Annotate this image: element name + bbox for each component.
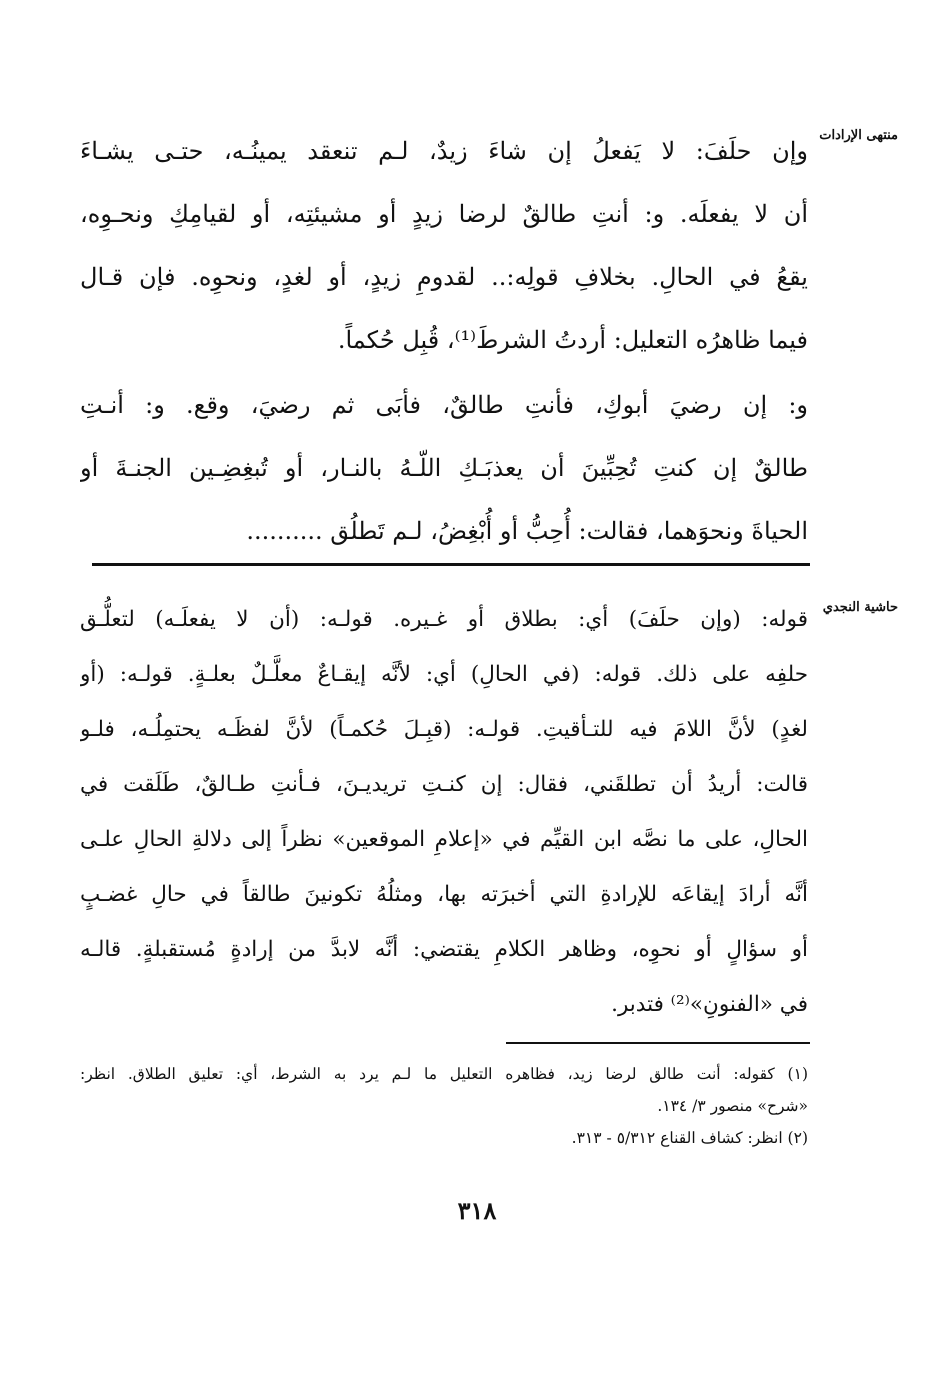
hashia-line: أنَّه أرادَ إيقاعَه للإرادةِ التي أخبرَته بها، ومثلُهُ تكونينَ طالقاً في حالِ غضـبٍ	[80, 882, 808, 907]
matn-paragraph-1	[80, 120, 808, 372]
matn-line: الحياةَ ونحوَهما، فقالت: أُحِبُّ أو أُبْغِضُ، لـم تَطلُق ..........	[246, 517, 808, 545]
section-divider	[92, 563, 810, 566]
matn-line: أن لا يفعلَه. و: أنتِ طالقٌ لرضا زيدٍ أو مشيئتِه، أو لقيامِكِ ونحـوِه،	[80, 200, 808, 228]
hashia-line: قوله: (وإن حلَفَ) أي: بطلاق أو غـيره. قولـه: (أن لا يفعلَـه) لتعلُّـق	[80, 607, 808, 632]
footnote-line: «شرح» منصور ٣/ ١٣٤.	[657, 1097, 808, 1115]
footnotes	[80, 1058, 808, 1154]
hashia-commentary	[80, 592, 808, 1032]
hashia-line: الحالِ، على ما نصَّه ابن القيِّم في «إعلامِ الموقعين» نظراً إلى دلالةِ الحالِ علـى	[80, 827, 808, 852]
matn-line: فيما ظاهرُه التعليل: أردتُ الشرطَ⁽¹⁾، قُبِل حُكماً.	[337, 326, 808, 354]
hashia-line: قالت: أريدُ أن تطلقَني، فقال: إن كنـتِ تريديـنَ، فـأنتِ طـالقٌ، طَلَقت في	[80, 772, 808, 797]
matn-line: طالقٌ إن كنتِ تُحِبِّينَ أن يعذبَـكِ اللّـهُ بالنـار، أو تُبغِضِـين الجنـةَ أو	[80, 454, 808, 482]
hashia-line: في «الفنونِ»⁽²⁾ فتدبر.	[611, 992, 808, 1017]
hashia-side-label: حاشية النجدي	[822, 600, 898, 615]
matn-paragraph-2	[80, 374, 808, 563]
matn-line: و: إن رضيَ أبوكِ، فأنتِ طالقٌ، فأبَى ثم رضيَ، وقع. و: أنـتِ	[80, 391, 808, 419]
matn-side-label: منتهى الإرادات	[819, 128, 898, 143]
hashia-line: لغدٍ) لأنَّ اللامَ فيه للتـأقيتِ. قولـه: (قبِـلَ حُكمـاً) لأنَّ لفظَـه يحتمِلُـه، فلـو	[80, 717, 808, 742]
hashia-line: حلفِه على ذلك. قوله: (في الحالِ) أي: لأنَّه إيقـاعٌ معلَّـلٌ بعلـةٍ. قولـه: (أو	[80, 662, 808, 687]
footnote-line: (١) كقوله: أنت طالق لرضا زيد، فظاهره التعليل ما لـم يرد به الشرط، أي: تعليق الطلاق. انظر:	[80, 1065, 808, 1083]
footnote-divider	[506, 1042, 810, 1044]
footnote-line: (٢) انظر: كشاف القناع ٥/٣١٢ - ٣١٣.	[571, 1129, 808, 1147]
matn-line: وإن حلَفَ: لا يَفعلُ إن شاءَ زيدٌ، لـم تنعقد يمينُـه، حتـى يشـاءَ	[80, 137, 808, 165]
hashia-line: أو سؤالٍ أو نحوِه، وظاهر الكلامِ يقتضي: أنَّه لابدَّ من إرادةٍ مُستقبلةٍ. قالـه	[80, 937, 808, 962]
page-number: ٣١٨	[457, 1196, 497, 1225]
matn-line: يقعُ في الحالِ. بخلافِ قولِه:.. لقدومِ زيدٍ، أو لغدٍ، ونحوِه. فإن قـال	[80, 263, 808, 291]
